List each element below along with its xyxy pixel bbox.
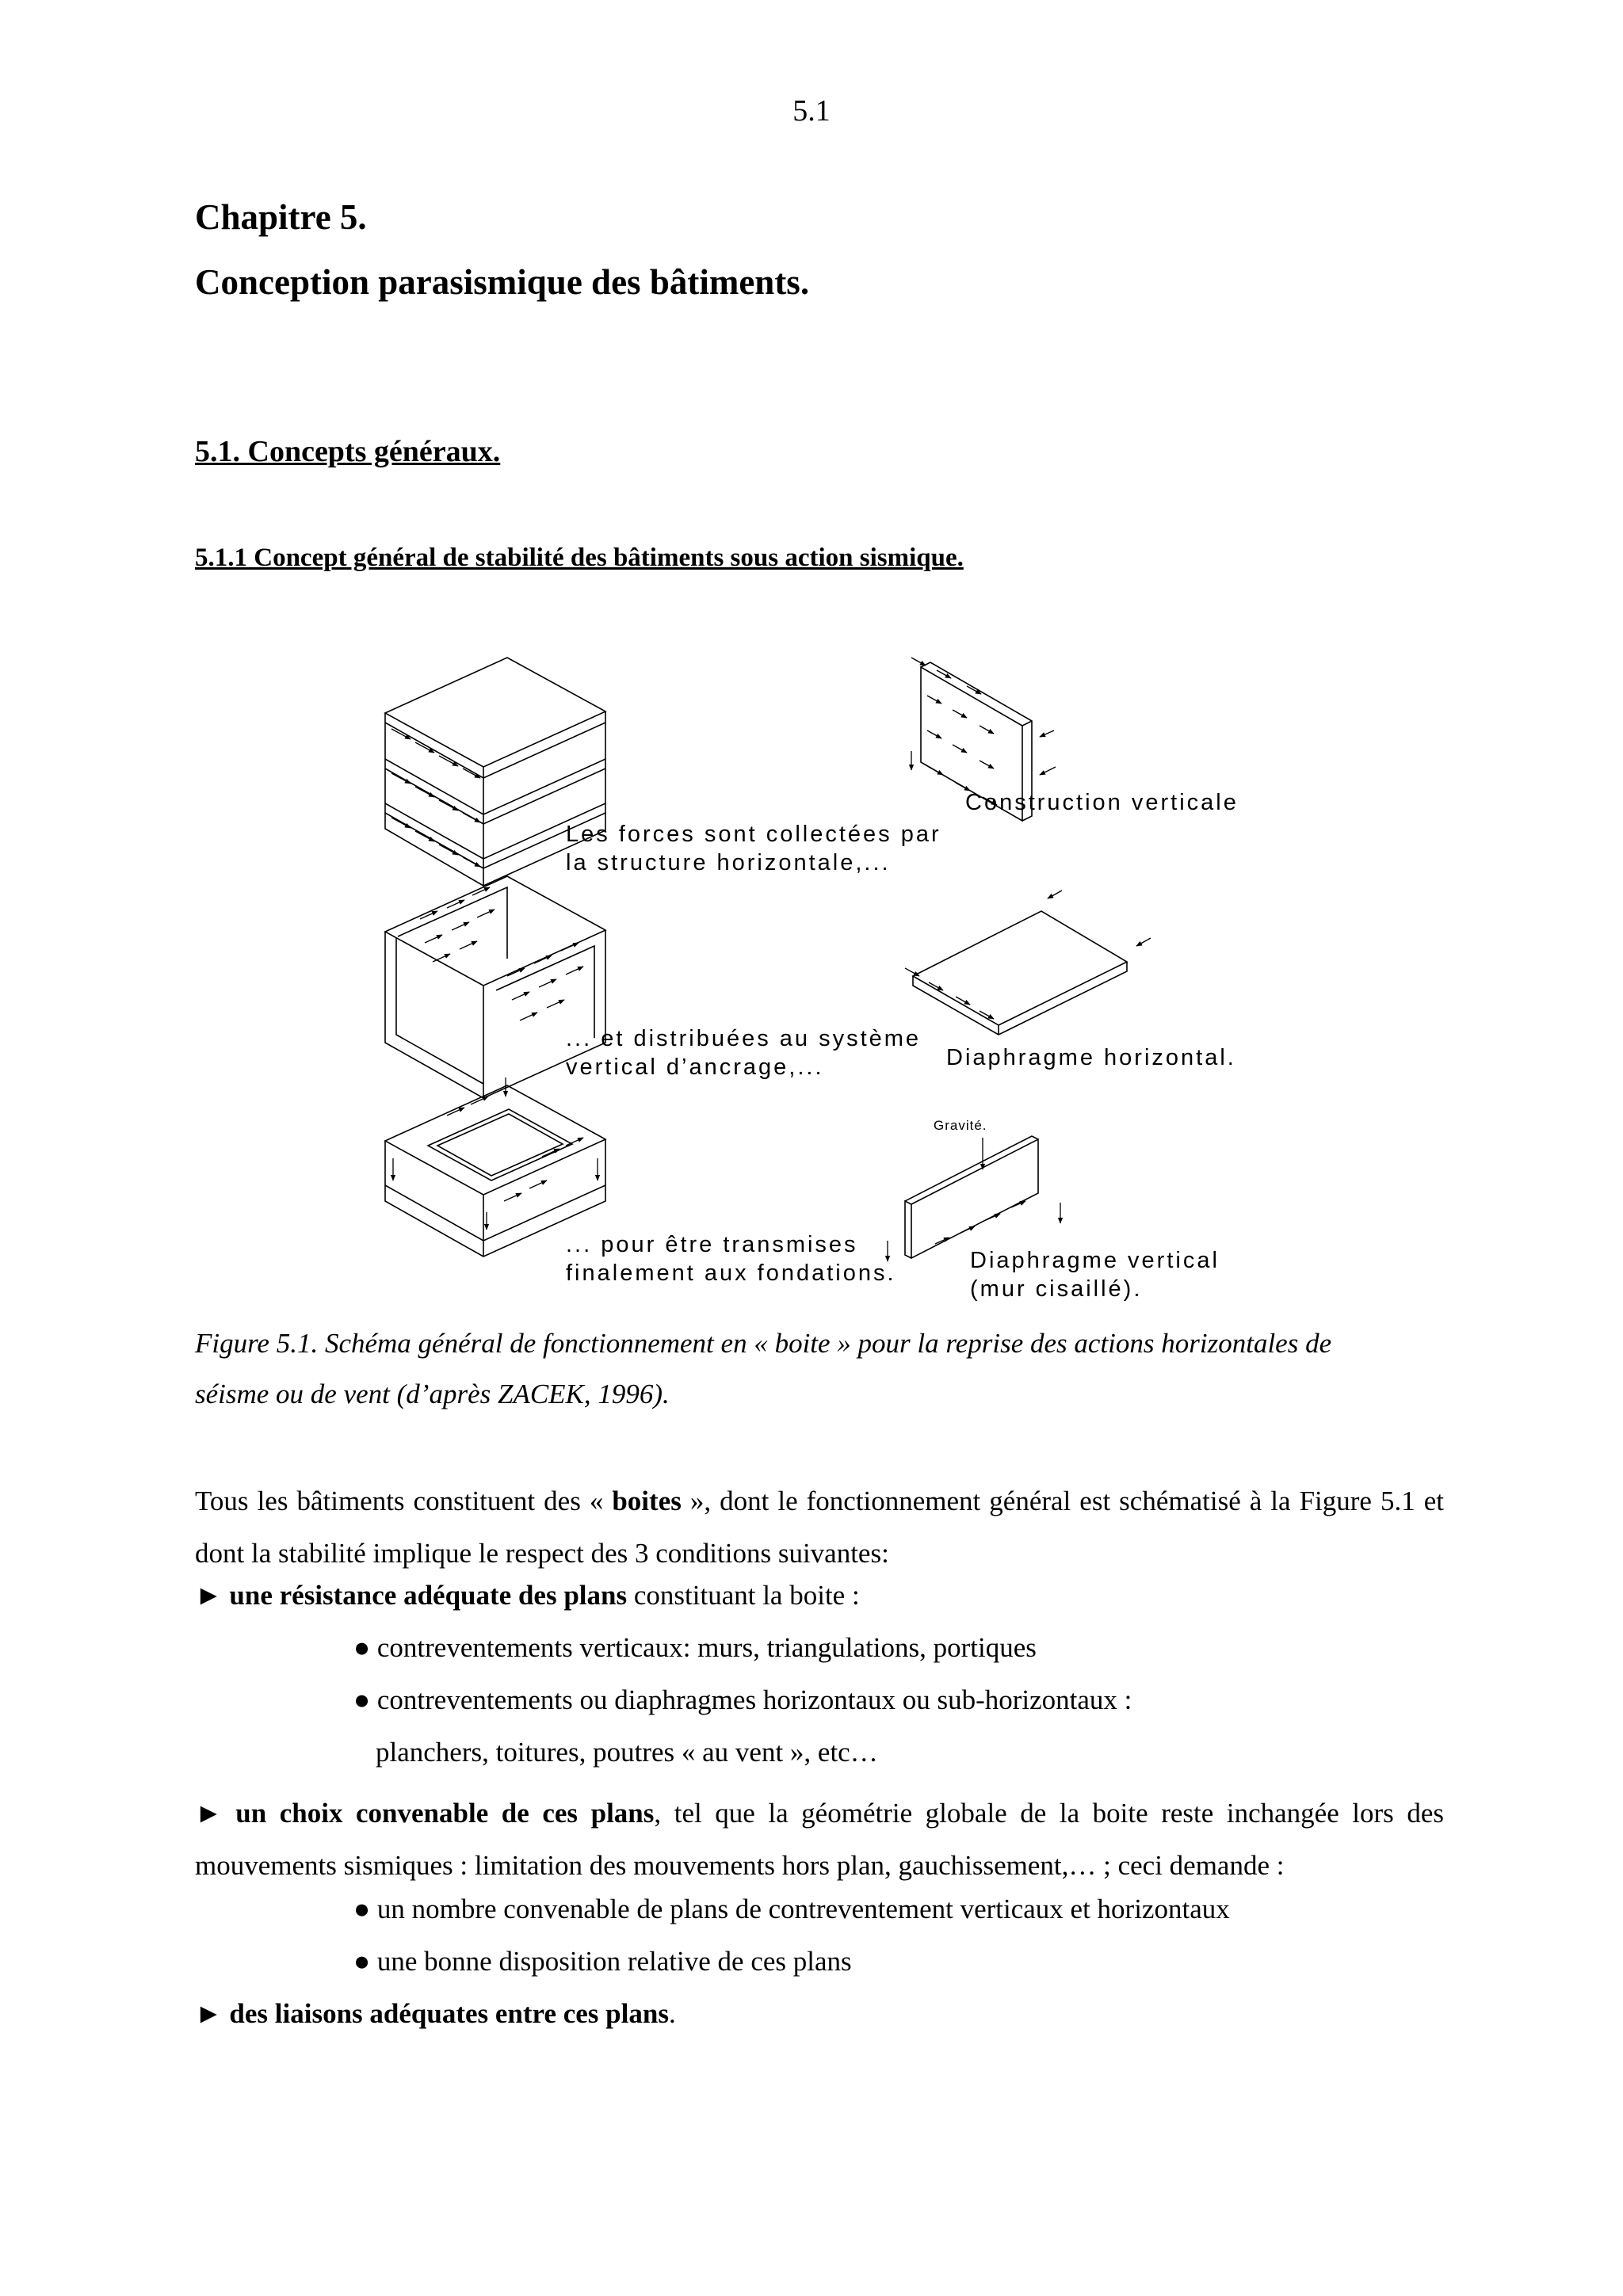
condition-1-bullet-1: ● contreventements verticaux: murs, triangulations, portiques — [353, 1632, 1037, 1663]
figure-label-transmitted-2: finalement aux fondations. — [566, 1261, 896, 1286]
figure-label-gravity: Gravité. — [934, 1118, 987, 1133]
figure-label-distributed-1: ... et distribuées au système — [566, 1026, 922, 1051]
condition-1-bullet-2-continued: planchers, toitures, poutres « au vent », etc… — [376, 1737, 878, 1768]
figure-caption-line-1: Figure 5.1. Schéma général de fonctionnement en « boite » pour la reprise des actions horizontales de — [195, 1328, 1332, 1359]
bullet-icon: ● — [353, 1946, 371, 1977]
condition-2: ► un choix convenable de ces plans, tel que la géométrie globale de la boite reste inchangée lors des mouvements sismiques : limitation des mouvements hors plan, gauchissement,… ; ceci demande : — [195, 1798, 1445, 1881]
figure-label-horizontal-diaphragm: Diaphragme horizontal. — [946, 1045, 1236, 1070]
figure-label-vertical-construction: Construction verticale — [965, 790, 1239, 815]
condition-2-bullet-2: ● une bonne disposition relative de ces plans — [353, 1946, 852, 1977]
figure-label-vertical-diaphragm-2: (mur cisaillé). — [970, 1276, 1143, 1302]
arrow-bullet-icon: ► — [195, 1998, 223, 2029]
horizontal-diaphragm-drawing — [905, 891, 1151, 1035]
figure-label-forces-2: la structure horizontale,... — [566, 850, 891, 875]
boites-emphasis: boites — [612, 1486, 682, 1516]
figure-label-distributed-2: vertical d’ancrage,... — [566, 1055, 824, 1080]
figure-caption-line-2: séisme ou de vent (d’après ZACEK, 1996). — [195, 1379, 670, 1409]
figure-caption — [195, 1318, 1444, 1420]
page-number: 5.1 — [792, 94, 831, 128]
arrow-bullet-icon: ► — [195, 1580, 223, 1611]
bullet-icon: ● — [353, 1894, 371, 1924]
condition-1: ► une résistance adéquate des plans constituant la boite : — [195, 1580, 860, 1611]
chapter-number: Chapitre 5. — [195, 197, 367, 237]
bullet-icon: ● — [353, 1632, 371, 1663]
vertical-diaphragm-drawing — [888, 1136, 1060, 1261]
figure-label-vertical-diaphragm-1: Diaphragme vertical — [970, 1248, 1220, 1273]
figure-5-1 — [365, 634, 1284, 1307]
figure-label-forces-1: Les forces sont collectées par — [566, 822, 941, 847]
section-heading: 5.1. Concepts généraux. — [195, 435, 501, 468]
intro-paragraph: Tous les bâtiments constituent des « boites », dont le fonctionnement général est schématisé à la Figure 5.1 et dont la stabilité implique le respect des 3 conditions suivantes: — [195, 1486, 1444, 1569]
condition-1-bullet-2: ● contreventements ou diaphragmes horizontaux ou sub-horizontaux : — [353, 1684, 1132, 1715]
chapter-title: Conception parasismique des bâtiments. — [195, 262, 810, 302]
condition-2-bullet-1: ● un nombre convenable de plans de contreventement verticaux et horizontaux — [353, 1894, 1230, 1924]
condition-3: ► des liaisons adéquates entre ces plans. — [195, 1998, 676, 2029]
bullet-icon: ● — [353, 1684, 371, 1715]
arrow-bullet-icon: ► — [195, 1798, 223, 1829]
subsection-heading: 5.1.1 Concept général de stabilité des bâtiments sous action sismique. — [195, 543, 964, 572]
figure-label-transmitted-1: ... pour être transmises — [566, 1232, 858, 1257]
box-foundation-drawing — [385, 1077, 605, 1257]
